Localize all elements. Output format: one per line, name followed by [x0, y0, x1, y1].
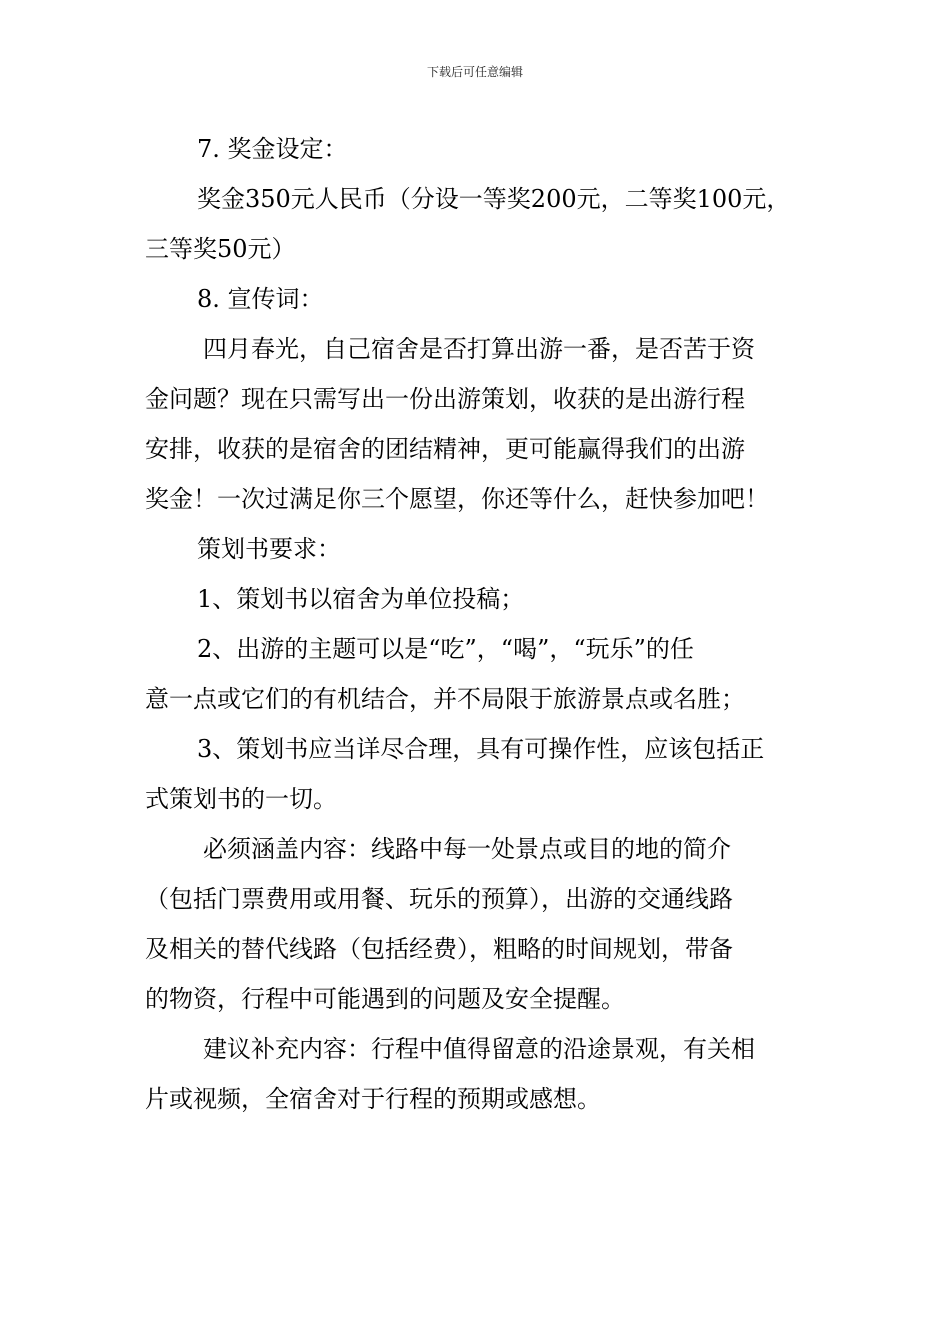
suggest-line-2: 片或视频，全宿舍对于行程的预期或感想。	[145, 1085, 601, 1113]
suggest-line-1: 建议补充内容：行程中值得留意的沿途景观，有关相	[203, 1035, 755, 1063]
requirement-item-3	[145, 724, 815, 824]
requirement-item-2	[145, 624, 815, 724]
page-header-note: 下载后可任意编辑	[426, 65, 523, 79]
prize-line-1: 奖金350元人民币（分设一等奖200元，二等奖100元，	[197, 185, 791, 213]
document-body	[145, 124, 815, 1124]
must-include-paragraph	[145, 824, 815, 1024]
requirement-item-3-line-1: 3、策划书应当详尽合理，具有可操作性，应该包括正	[197, 735, 765, 763]
requirement-item-2-line-2: 意一点或它们的有机结合，并不局限于旅游景点或名胜；	[145, 685, 745, 713]
slogan-line-4: 奖金！一次过满足你三个愿望，你还等什么，赶快参加吧！	[145, 485, 769, 513]
prize-line-2: 三等奖50元）	[145, 235, 296, 263]
requirement-item-2-line-1: 2、出游的主题可以是“吃”，“喝”，“玩乐”的任	[197, 635, 694, 663]
must-include-line-3: 及相关的替代线路（包括经费），粗略的时间规划，带备	[145, 935, 733, 963]
slogan-paragraph	[145, 324, 815, 524]
requirement-item-3-line-2: 式策划书的一切。	[145, 785, 337, 813]
slogan-line-1: 四月春光，自己宿舍是否打算出游一番，是否苦于资	[203, 335, 755, 363]
slogan-line-2: 金问题？现在只需写出一份出游策划，收获的是出游行程	[145, 385, 745, 413]
prize-paragraph	[145, 174, 815, 274]
section-7-title: 7. 奖金设定：	[197, 135, 348, 163]
section-8-title: 8. 宣传词：	[197, 285, 324, 313]
requirement-item-1: 1、策划书以宿舍为单位投稿；	[197, 585, 525, 613]
requirements-title: 策划书要求：	[197, 535, 341, 563]
must-include-line-2: （包括门票费用或用餐、玩乐的预算），出游的交通线路	[145, 885, 733, 913]
suggest-paragraph	[145, 1024, 815, 1124]
must-include-line-1: 必须涵盖内容：线路中每一处景点或目的地的简介	[203, 835, 731, 863]
must-include-line-4: 的物资，行程中可能遇到的问题及安全提醒。	[145, 985, 625, 1013]
slogan-line-3: 安排，收获的是宿舍的团结精神，更可能赢得我们的出游	[145, 435, 745, 463]
